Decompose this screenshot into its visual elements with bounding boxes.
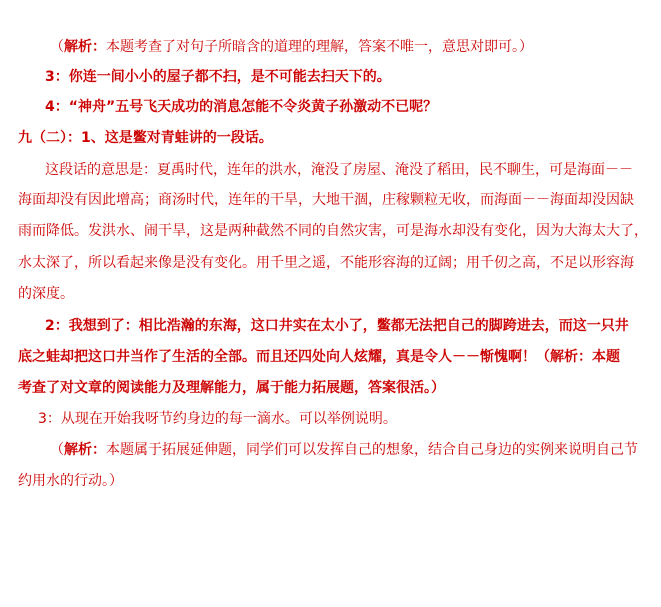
paragraph-line-1 — [45, 160, 661, 180]
answer-2-line-2 — [18, 347, 661, 367]
answer-2-line-3 — [18, 378, 661, 398]
section-heading-text: 九（二）：1、这是鳖对青蛙讲的一段话。 — [18, 130, 273, 146]
analysis-line-1 — [50, 37, 661, 57]
paren-open: （ — [50, 442, 64, 458]
analysis-line-3 — [18, 471, 661, 491]
analysis-line-2 — [50, 440, 661, 460]
answer-4-text: 4：“神舟”五号飞天成功的消息怎能不令炎黄子孙激动不已呢？ — [45, 99, 438, 115]
analysis-label: 解析： — [64, 442, 106, 458]
paragraph-text: 海面却没有因此增高；商汤时代，连年的干旱，大地干涸，庄稼颗粒无收，而海面－－海面却没因缺 — [18, 192, 634, 208]
answer-2-line-1 — [45, 316, 661, 336]
analysis-text: 本题 — [592, 349, 620, 365]
section-heading — [18, 128, 661, 148]
paragraph-line-5 — [18, 284, 661, 304]
answer-3b — [38, 409, 661, 429]
analysis-label: 解析： — [64, 39, 106, 55]
paragraph-text: 水太深了，所以看起来像是没有变化。用千里之遥，不能形容海的辽阔；用千仞之高，不足以形容海 — [18, 255, 634, 271]
paragraph-text: 的深度。 — [18, 286, 74, 302]
answer-4 — [45, 97, 661, 117]
answer-2-text: 底之蛙却把这口井当作了生活的全部。而且还四处向人炫耀，真是令人－－惭愧啊！（ — [18, 349, 550, 365]
paragraph-text: 雨而降低。发洪水、闹干旱，这是两种截然不同的自然灾害，可是海水却没有变化，因为大海太大了， — [18, 223, 648, 239]
analysis-text: 约用水的行动。） — [18, 473, 123, 489]
answer-3 — [45, 67, 661, 87]
answer-3-text: 3：你连一间小小的屋子都不扫，是不可能去扫天下的。 — [45, 69, 391, 85]
paragraph-line-4 — [18, 253, 661, 273]
paragraph-text: 这段话的意思是：夏禹时代，连年的洪水，淹没了房屋、淹没了稻田，民不聊生，可是海面－－ — [45, 162, 633, 178]
analysis-label: 解析： — [550, 349, 592, 365]
answer-2-text: 2：我想到了：相比浩瀚的东海，这口井实在太小了，鳖都无法把自己的脚跨进去，而这一只井 — [45, 318, 629, 334]
analysis-text: 考查了对文章的阅读能力及理解能力，属于能力拓展题，答案很活。） — [18, 380, 445, 396]
paren-open: （ — [50, 39, 64, 55]
answer-3b-text: 3：从现在开始我呀节约身边的每一滴水。可以举例说明。 — [38, 411, 397, 427]
analysis-text: 本题考查了对句子所暗含的道理的理解，答案不唯一，意思对即可。） — [106, 39, 533, 55]
analysis-text: 本题属于拓展延伸题，同学们可以发挥自己的想象，结合自己身边的实例来说明自己节 — [106, 442, 638, 458]
paragraph-line-3 — [18, 221, 661, 241]
paragraph-line-2 — [18, 190, 661, 210]
